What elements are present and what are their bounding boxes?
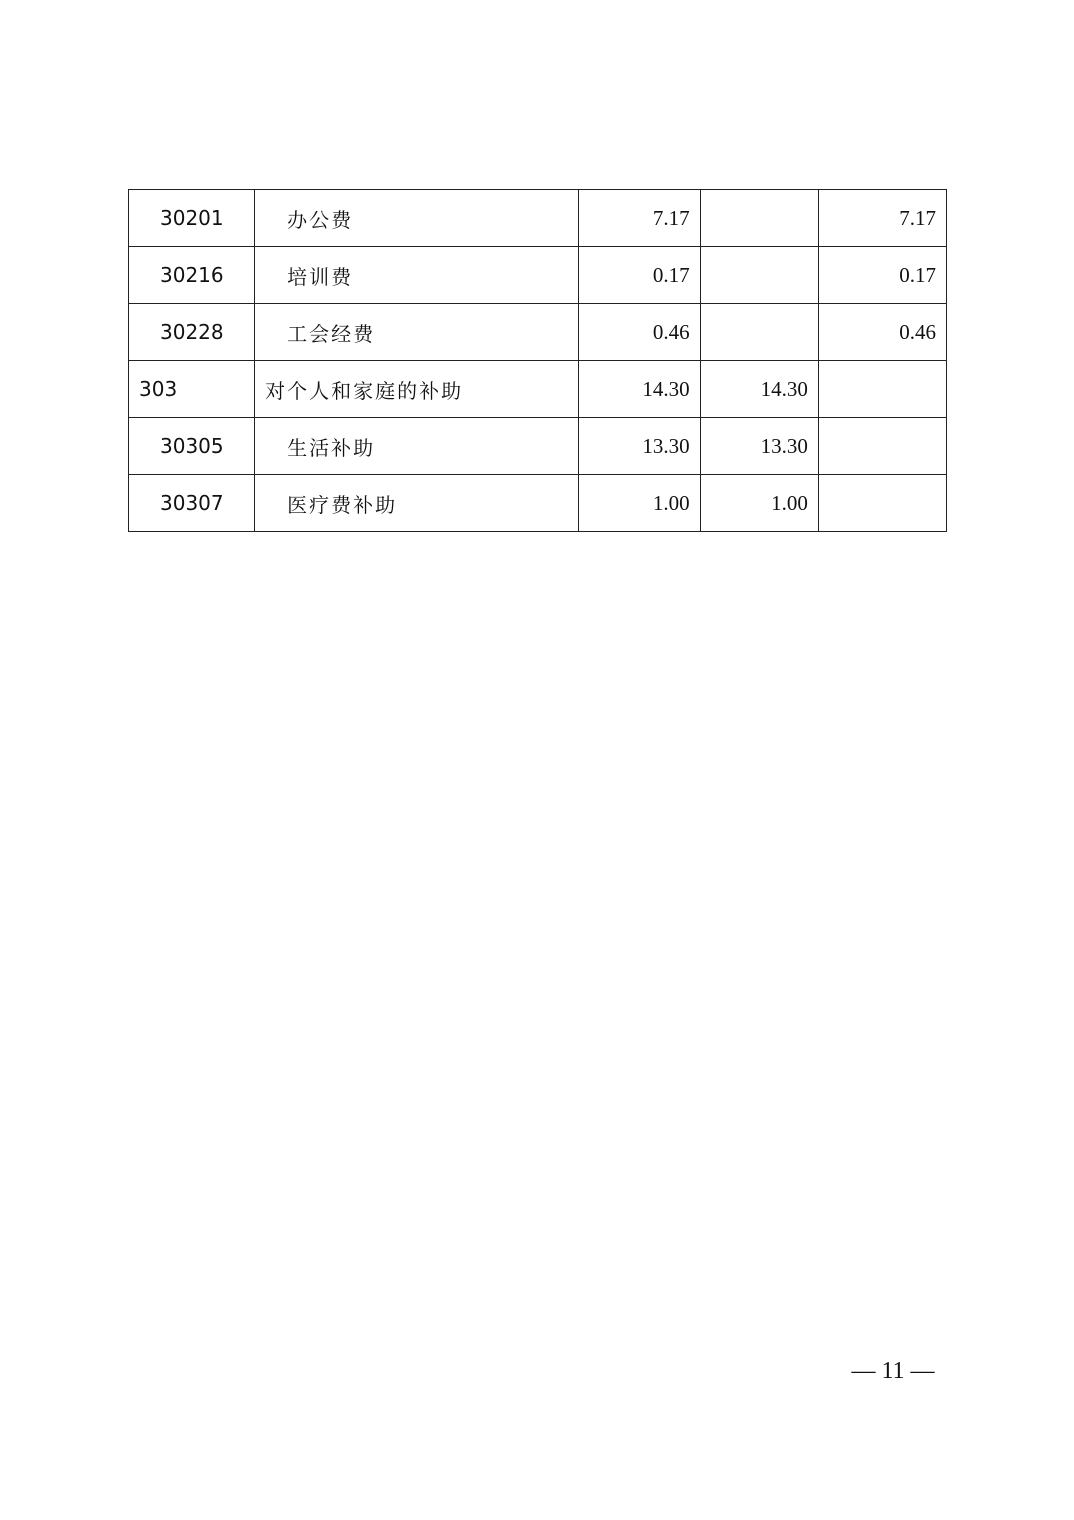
public-amount: 0.17 <box>818 247 946 304</box>
personnel-amount <box>700 304 818 361</box>
subject-code: 30305 <box>129 418 255 475</box>
subject-code: 30228 <box>129 304 255 361</box>
public-amount <box>818 418 946 475</box>
public-amount <box>818 475 946 532</box>
table-row <box>129 418 947 475</box>
page-number: — 11 — <box>851 1358 935 1384</box>
total-amount: 0.46 <box>578 304 700 361</box>
subject-code: 303 <box>129 361 255 418</box>
personnel-amount: 13.30 <box>700 418 818 475</box>
table-row <box>129 190 947 247</box>
total-amount: 7.17 <box>578 190 700 247</box>
subject-name: 生活补助 <box>255 418 578 475</box>
personnel-amount: 1.00 <box>700 475 818 532</box>
table-row <box>129 475 947 532</box>
subject-name: 工会经费 <box>255 304 578 361</box>
total-amount: 1.00 <box>578 475 700 532</box>
public-amount <box>818 361 946 418</box>
subject-code: 30201 <box>129 190 255 247</box>
table-row <box>129 247 947 304</box>
subject-name: 办公费 <box>255 190 578 247</box>
public-amount: 7.17 <box>818 190 946 247</box>
total-amount: 13.30 <box>578 418 700 475</box>
personnel-amount: 14.30 <box>700 361 818 418</box>
subject-name: 对个人和家庭的补助 <box>255 361 578 418</box>
personnel-amount <box>700 190 818 247</box>
table-row <box>129 361 947 418</box>
subject-name: 培训费 <box>255 247 578 304</box>
public-amount: 0.46 <box>818 304 946 361</box>
total-amount: 14.30 <box>578 361 700 418</box>
budget-table <box>128 189 947 532</box>
table-row <box>129 304 947 361</box>
subject-code: 30307 <box>129 475 255 532</box>
total-amount: 0.17 <box>578 247 700 304</box>
subject-name: 医疗费补助 <box>255 475 578 532</box>
personnel-amount <box>700 247 818 304</box>
subject-code: 30216 <box>129 247 255 304</box>
